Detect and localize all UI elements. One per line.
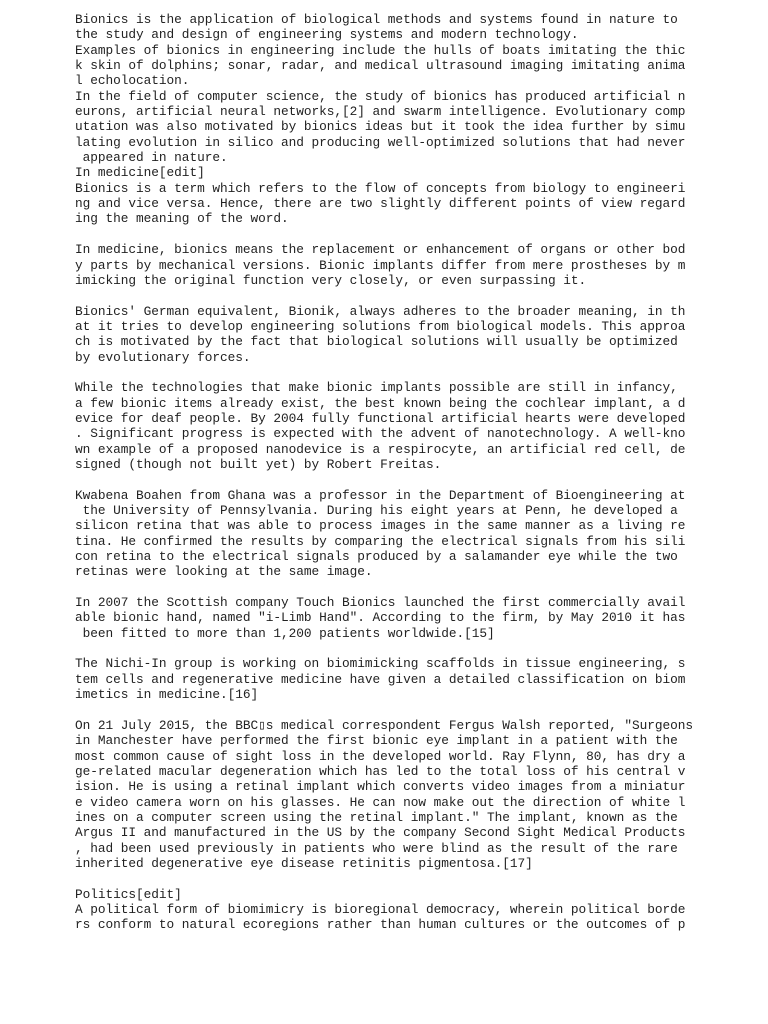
text-line: A political form of biomimicry is bioregional democracy, wherein political borde xyxy=(75,901,686,917)
text-line: Bionics' German equivalent, Bionik, always adheres to the broader meaning, in th xyxy=(75,303,686,319)
text-line: k skin of dolphins; sonar, radar, and medical ultrasound imaging imitating anima xyxy=(75,58,686,74)
text-line: Kwabena Boahen from Ghana was a professor in the Department of Bioengineering at xyxy=(75,487,686,503)
text-line: Bionics is the application of biological methods and systems found in nature to xyxy=(75,12,678,27)
text-line: the University of Pennsylvania. During his eight years at Penn, he developed a xyxy=(75,503,678,518)
text-line: In medicine, bionics means the replacement or enhancement of organs or other bod xyxy=(75,242,686,258)
text-line: appeared in nature. xyxy=(75,150,228,166)
text-line: silicon retina that was able to process images in the same manner as a living re xyxy=(75,518,686,534)
text-line: in Manchester have performed the first bionic eye implant in a patient with the xyxy=(75,733,678,749)
section-heading-politics: Politics[edit] xyxy=(75,886,182,902)
text-line: tina. He confirmed the results by comparing the electrical signals from his sili xyxy=(75,533,686,549)
text-line: been fitted to more than 1,200 patients worldwide.[15] xyxy=(75,625,495,641)
text-line: at it tries to develop engineering solutions from biological models. This approa xyxy=(75,318,686,334)
text-line: l echolocation. xyxy=(75,73,190,89)
blank-line xyxy=(75,227,675,242)
text-line: retinas were looking at the same image. xyxy=(75,564,373,580)
text-line: inherited degenerative eye disease retinitis pigmentosa.[17] xyxy=(75,855,533,871)
text-line: Argus II and manufactured in the US by the company Second Sight Medical Products xyxy=(75,825,686,841)
text-line: evice for deaf people. By 2004 fully functional artificial hearts were developed xyxy=(75,410,686,426)
text-line: rs conform to natural ecoregions rather than human cultures or the outcomes of p xyxy=(75,917,686,933)
text-line: ch is motivated by the fact that biological solutions will usually be optimized xyxy=(75,334,678,350)
text-line: ision. He is using a retinal implant which converts video images from a miniatur xyxy=(75,779,686,795)
document-body xyxy=(75,12,694,933)
blank-line xyxy=(75,580,675,595)
section-heading-medicine: In medicine[edit] xyxy=(75,165,205,181)
text-line: The Nichi-In group is working on biomimicking scaffolds in tissue engineering, s xyxy=(75,656,686,672)
text-line: ing the meaning of the word. xyxy=(75,211,289,227)
text-line: most common cause of sight loss in the developed world. Ray Flynn, 80, has dry a xyxy=(75,748,686,764)
blank-line xyxy=(75,871,675,886)
blank-line xyxy=(75,472,675,487)
text-line: eurons, artificial neural networks,[2] and swarm intelligence. Evolutionary comp xyxy=(75,104,686,120)
text-line: , had been used previously in patients who were blind as the result of the rare xyxy=(75,840,678,856)
text-line: imetics in medicine.[16] xyxy=(75,687,259,703)
text-line: In 2007 the Scottish company Touch Bionics launched the first commercially avail xyxy=(75,595,686,611)
text-line: lating evolution in silico and producing well-optimized solutions that had never xyxy=(75,134,686,150)
text-line: Examples of bionics in engineering include the hulls of boats imitating the thic xyxy=(75,42,686,58)
text-line: While the technologies that make bionic implants possible are still in infancy, xyxy=(75,380,678,396)
text-line: the study and design of engineering systems and modern technology. xyxy=(75,27,579,43)
text-line: a few bionic items already exist, the best known being the cochlear implant, a d xyxy=(75,395,686,411)
text-line: ge-related macular degeneration which has led to the total loss of his central v xyxy=(75,763,686,779)
text-line: y parts by mechanical versions. Bionic implants differ from mere prostheses by m xyxy=(75,257,686,273)
text-line: able bionic hand, named "i-Limb Hand". According to the firm, by May 2010 it has xyxy=(75,610,686,626)
blank-line xyxy=(75,365,675,380)
text-line: ines on a computer screen using the retinal implant." The implant, known as the xyxy=(75,809,678,825)
text-line: tem cells and regenerative medicine have given a detailed classification on biom xyxy=(75,671,686,687)
text-line: utation was also motivated by bionics ideas but it took the idea further by simu xyxy=(75,119,686,135)
blank-line xyxy=(75,702,675,717)
text-line: ng and vice versa. Hence, there are two slightly different points of view regard xyxy=(75,196,686,212)
text-line: imicking the original function very closely, or even surpassing it. xyxy=(75,272,587,288)
text-line: Bionics is a term which refers to the flow of concepts from biology to engineeri xyxy=(75,180,686,196)
text-line: In the field of computer science, the study of bionics has produced artificial n xyxy=(75,88,686,104)
text-line: . Significant progress is expected with the advent of nanotechnology. A well-kno xyxy=(75,426,686,442)
text-line: con retina to the electrical signals produced by a salamander eye while the two xyxy=(75,549,678,565)
text-line: e video camera worn on his glasses. He can now make out the direction of white l xyxy=(75,794,686,810)
text-line: by evolutionary forces. xyxy=(75,349,251,365)
text-line: wn example of a proposed nanodevice is a respirocyte, an artificial red cell, de xyxy=(75,441,686,457)
blank-line xyxy=(75,641,675,656)
text-line: On 21 July 2015, the BBC▯s medical correspondent Fergus Walsh reported, "Surgeons xyxy=(75,717,694,733)
blank-line xyxy=(75,288,675,303)
text-line: signed (though not built yet) by Robert Freitas. xyxy=(75,456,442,472)
